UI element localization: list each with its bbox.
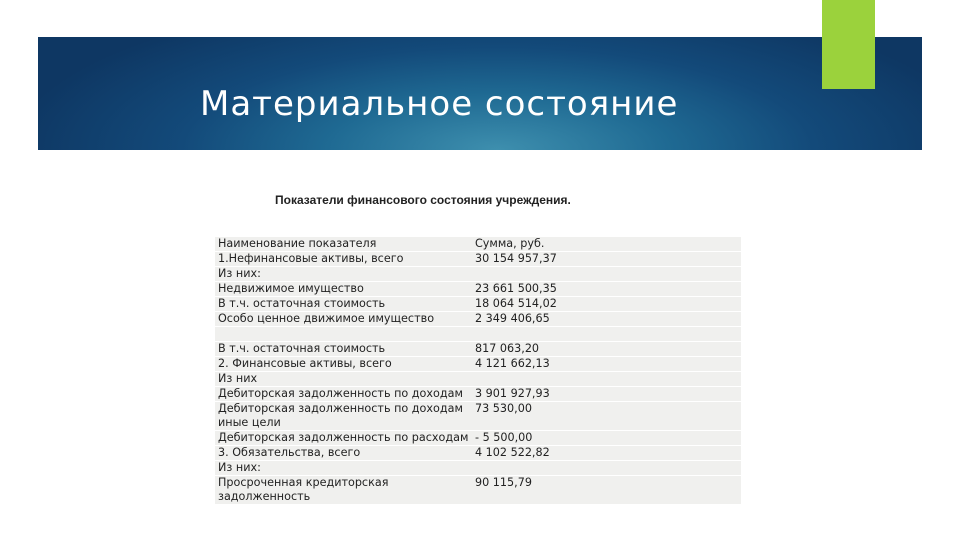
row-amount: 90 115,79 [475,476,532,489]
row-amount [472,461,741,475]
row-amount [472,327,741,341]
row-amount: 18 064 514,02 [475,297,557,310]
table-row [215,461,741,476]
row-name: Из них [218,372,258,385]
row-name: Недвижимое имущество [218,282,364,295]
table-row [215,312,741,327]
table-caption: Показатели финансового состояния учреждения. [275,193,571,207]
row-name: 3. Обязательства, всего [218,446,361,459]
table-row [215,431,741,446]
row-name: В т.ч. остаточная стоимость [218,342,386,355]
row-name: Дебиторская задолженность по доходам [218,387,463,400]
row-amount: 2 349 406,65 [475,312,550,325]
row-amount: 73 530,00 [475,402,532,415]
slide-title: Материальное состояние [200,84,679,124]
table-row [215,342,741,357]
header-amount: Сумма, руб. [475,237,545,250]
row-name: Из них: [218,267,261,280]
row-name: В т.ч. остаточная стоимость [218,297,386,310]
row-amount: 4 102 522,82 [475,446,550,459]
table-row [215,357,741,372]
row-name: Дебиторская задолженность по расходам [218,431,469,444]
table-row [215,282,741,297]
row-amount: 4 121 662,13 [475,357,550,370]
financial-table [215,237,741,505]
row-name: Из них: [218,461,261,474]
row-name: 1.Нефинансовые активы, всего [218,252,404,265]
table-header-row [215,237,741,252]
table-row [215,327,741,342]
header-name: Наименование показателя [218,237,377,250]
row-amount: 30 154 957,37 [475,252,557,265]
table-row [215,372,741,387]
table-row [215,476,741,505]
row-amount [472,267,741,281]
row-name [215,327,472,341]
row-amount: 3 901 927,93 [475,387,550,400]
row-name: Дебиторская задолженность по доходам иные цели [218,402,463,429]
row-name: Особо ценное движимое имущество [218,312,435,325]
table-row [215,446,741,461]
row-amount: 23 661 500,35 [475,282,557,295]
row-name: Просроченная кредиторская задолженность [218,476,389,503]
table-row [215,267,741,282]
table-row [215,387,741,402]
table-row [215,252,741,267]
row-name: 2. Финансовые активы, всего [218,357,392,370]
accent-bar [822,0,875,89]
table-row [215,297,741,312]
row-amount: 817 063,20 [475,342,540,355]
table-row [215,402,741,431]
row-amount: - 5 500,00 [475,431,533,444]
row-amount [472,372,741,386]
